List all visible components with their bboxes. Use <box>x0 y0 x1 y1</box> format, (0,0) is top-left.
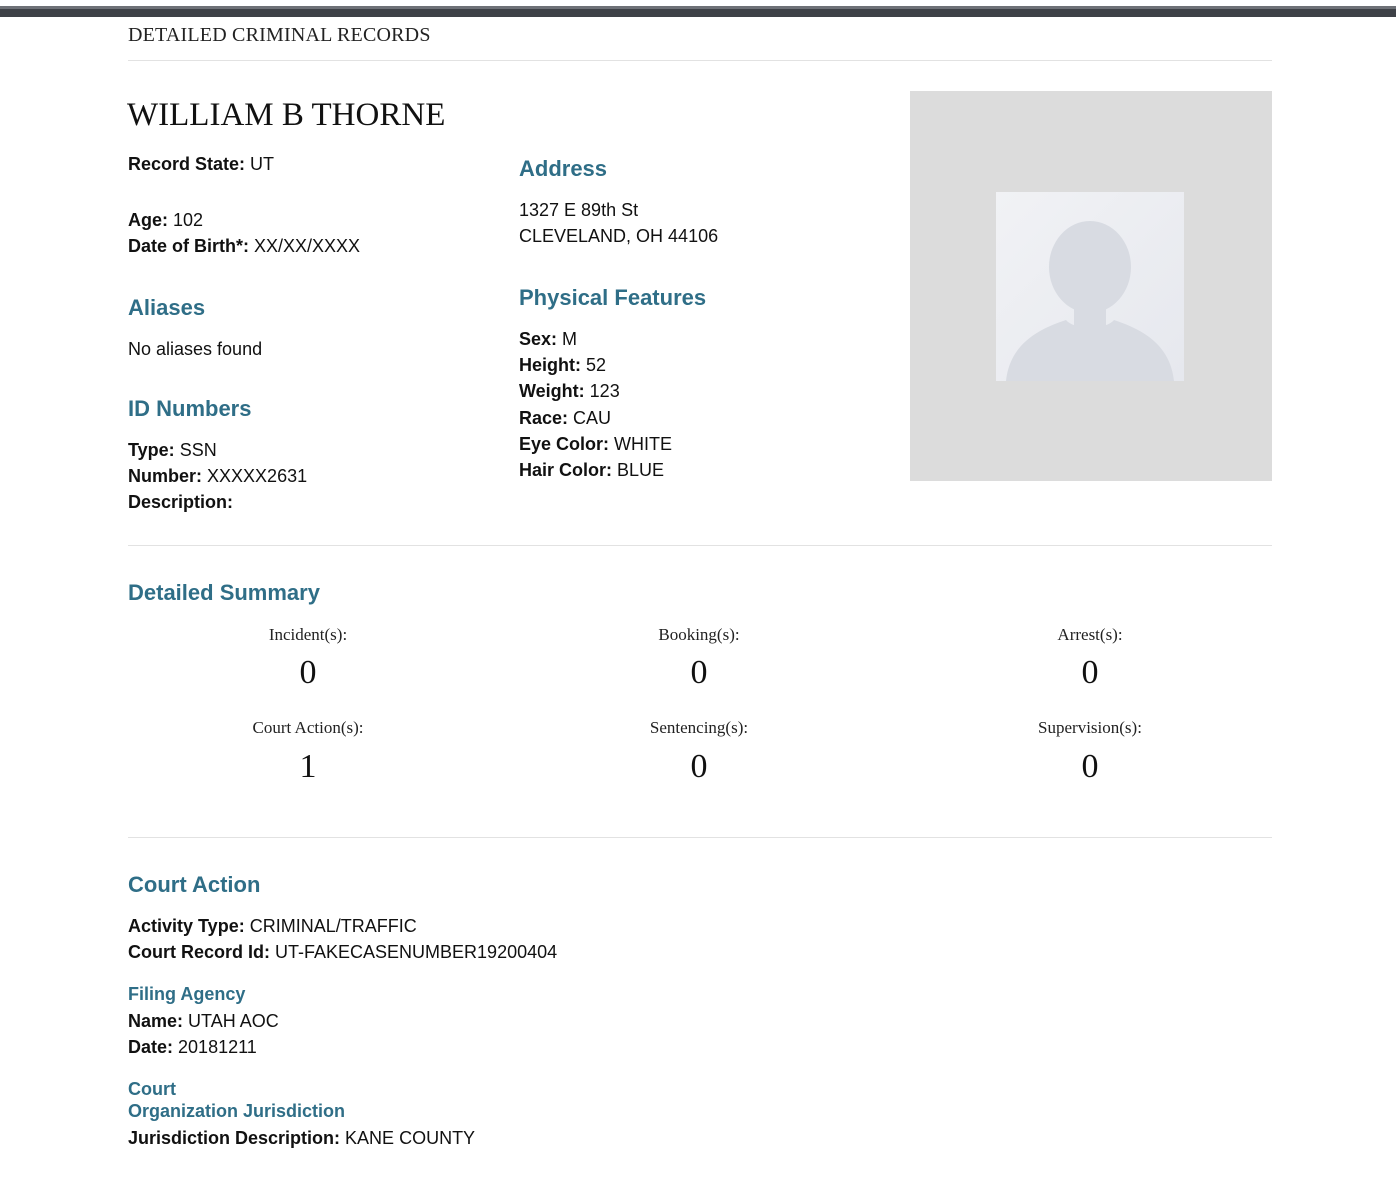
divider <box>128 837 1272 838</box>
race-field: Race: CAU <box>519 408 612 428</box>
divider <box>128 60 1272 61</box>
stat-label-court-actions: Court Action(s): <box>252 718 364 737</box>
stat-label-sentencings: Sentencing(s): <box>649 718 749 737</box>
address-line-2: CLEVELAND, OH 44106 <box>519 226 719 246</box>
divider <box>128 545 1272 546</box>
sex-field: Sex: M <box>519 329 578 349</box>
stat-value-arrests: 0 <box>1081 654 1099 691</box>
activity-type-field: Activity Type: CRIMINAL/TRAFFIC <box>128 916 417 936</box>
eye-color-field: Eye Color: WHITE <box>519 434 673 454</box>
detailed-summary-heading: Detailed Summary <box>128 580 320 605</box>
physical-features-heading: Physical Features <box>519 285 707 310</box>
person-name: WILLIAM B THORNE <box>127 97 446 133</box>
record-state-field: Record State: UT <box>128 154 275 174</box>
filing-agency-heading: Filing Agency <box>128 984 246 1004</box>
court-action-heading: Court Action <box>128 872 261 897</box>
court-record-id-field: Court Record Id: UT-FAKECASENUMBER19200404 <box>128 942 558 962</box>
address-line-1: 1327 E 89th St <box>519 200 639 220</box>
stat-value-incidents: 0 <box>299 654 317 691</box>
person-silhouette-icon <box>996 192 1184 381</box>
stat-value-court-actions: 1 <box>299 748 317 785</box>
hair-color-field: Hair Color: BLUE <box>519 460 665 480</box>
stat-value-sentencings: 0 <box>690 748 708 785</box>
stat-value-bookings: 0 <box>690 654 708 691</box>
photo-frame <box>910 91 1272 481</box>
id-type-field: Type: SSN <box>128 440 217 460</box>
id-description-field: Description: <box>128 492 234 512</box>
dob-field: Date of Birth*: XX/XX/XXXX <box>128 236 361 256</box>
stat-value-supervisions: 0 <box>1081 748 1099 785</box>
address-heading: Address <box>519 156 608 181</box>
weight-field: Weight: 123 <box>519 381 620 401</box>
stat-label-incidents: Incident(s): <box>268 625 348 644</box>
page-title: DETAILED CRIMINAL RECORDS <box>128 24 431 46</box>
organization-jurisdiction-heading: Organization Jurisdiction <box>128 1101 346 1121</box>
height-field: Height: 52 <box>519 355 607 375</box>
top-window-bar <box>0 0 1396 17</box>
aliases-text: No aliases found <box>128 339 263 359</box>
stat-label-bookings: Booking(s): <box>658 625 740 644</box>
stat-label-arrests: Arrest(s): <box>1057 625 1123 644</box>
stat-label-supervisions: Supervision(s): <box>1038 718 1142 737</box>
jurisdiction-description-field: Jurisdiction Description: KANE COUNTY <box>128 1128 476 1148</box>
id-number-field: Number: XXXXX2631 <box>128 466 308 486</box>
aliases-heading: Aliases <box>128 295 206 320</box>
id-numbers-heading: ID Numbers <box>128 396 252 421</box>
agency-name-field: Name: UTAH AOC <box>128 1011 279 1031</box>
age-field: Age: 102 <box>128 210 204 230</box>
agency-date-field: Date: 20181211 <box>128 1037 257 1057</box>
court-heading: Court <box>128 1079 176 1099</box>
